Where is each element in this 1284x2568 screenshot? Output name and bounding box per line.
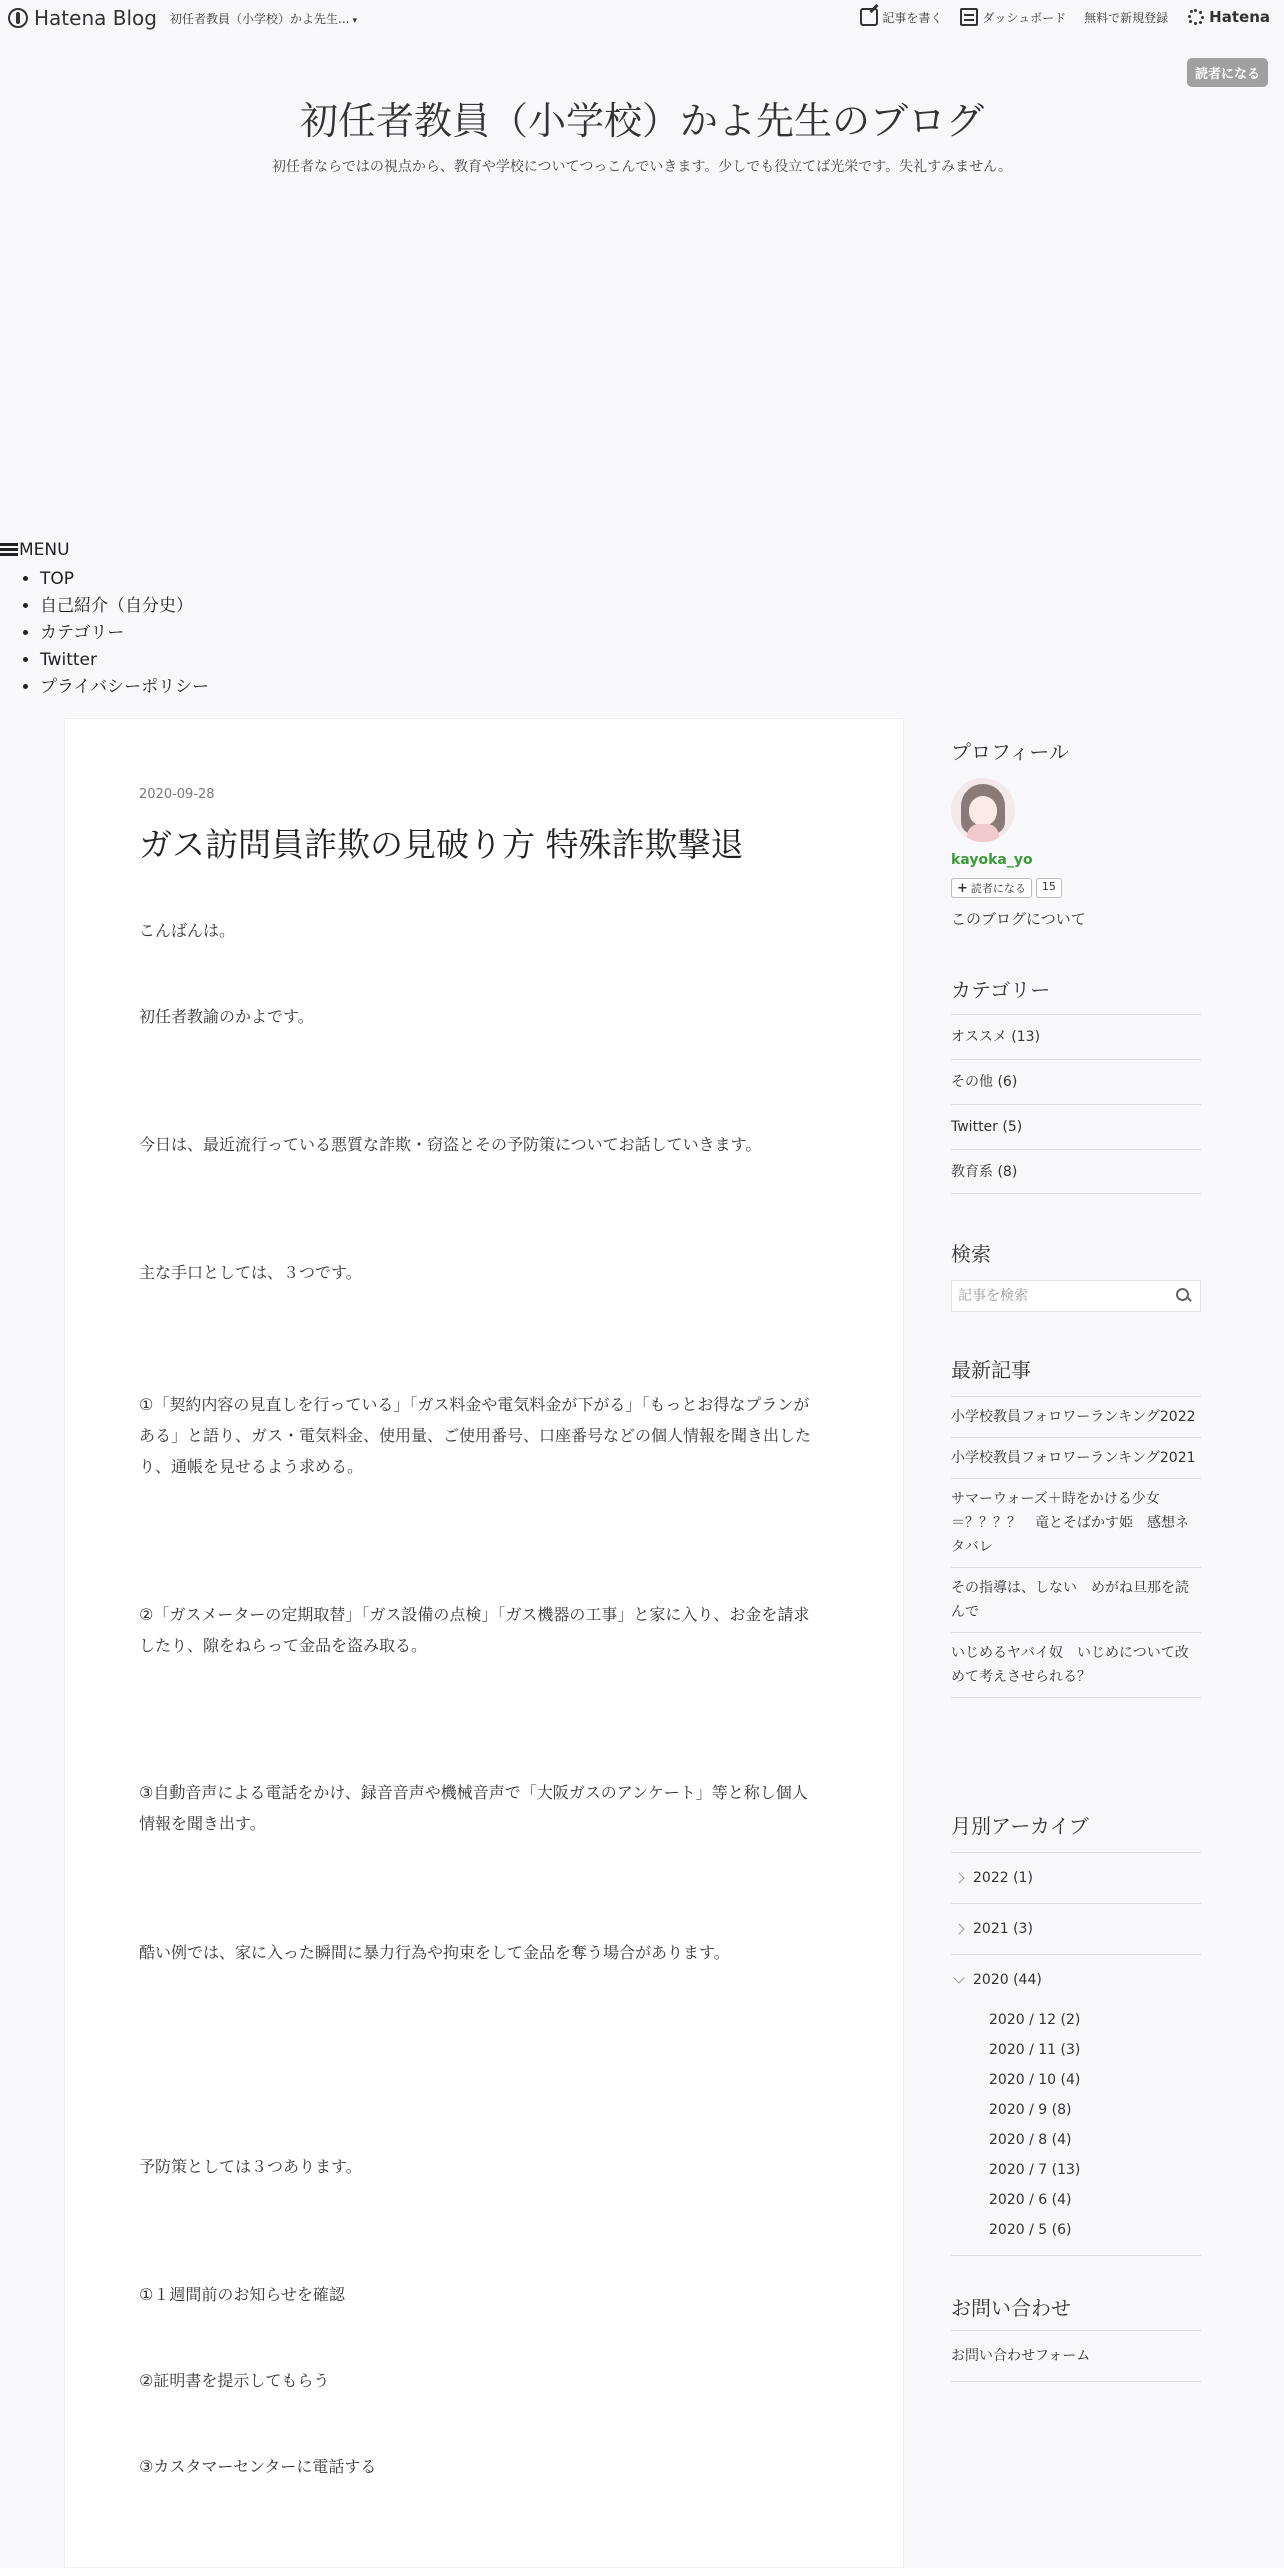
search-heading: 検索 — [951, 1242, 991, 1266]
search-form — [951, 1280, 1201, 1312]
article-paragraph: ③自動音声による電話をかけ、録音音声や機械音声で「大阪ガスのアンケート」等と称し個人情報を聞き出す。 — [139, 1783, 808, 1833]
article — [64, 718, 904, 2568]
blog-selector-label: 初任者教員（小学校）かよ先生... — [170, 12, 350, 26]
signup-link[interactable] — [1084, 9, 1168, 26]
article-paragraph: ②証明書を提示してもらう — [139, 2371, 330, 2390]
avatar[interactable] — [951, 778, 1015, 842]
archive-year-label: 2020 (44) — [973, 1972, 1042, 1988]
logo-text: Hatena Blog — [34, 6, 157, 30]
menu-label: MENU — [19, 540, 70, 560]
menu-item-profile[interactable]: • 自己紹介（自分史） — [40, 593, 209, 620]
category-item[interactable]: その他 (6) — [951, 1059, 1201, 1104]
global-header — [0, 0, 1284, 36]
plus-icon: + — [957, 880, 968, 896]
search-icon[interactable] — [1174, 1286, 1194, 1306]
recent-entry[interactable]: いじめるヤバイ奴 いじめについて改めて考えさせられる？ — [951, 1632, 1201, 1698]
archive-month[interactable]: 2020 / 6 (4) — [989, 2192, 1072, 2208]
archive-list — [951, 1852, 1201, 2256]
chevron-right-icon[interactable] — [953, 1872, 964, 1883]
search-input[interactable] — [952, 1288, 1174, 1304]
chevron-down-icon[interactable] — [953, 1972, 964, 1983]
archive-year-expanded[interactable] — [951, 1954, 1201, 2005]
blog-selector[interactable] — [170, 10, 357, 27]
recent-entry[interactable]: 小学校教員フォロワーランキング2022 — [951, 1396, 1201, 1437]
dashboard-label: ダッシュボード — [982, 10, 1067, 25]
category-item[interactable]: Twitter (5) — [951, 1104, 1201, 1149]
subscriber-count[interactable]: 15 — [1036, 878, 1062, 898]
article-paragraph: 初任者教諭のかよです。 — [139, 1007, 314, 1026]
profile-heading: プロフィール — [951, 740, 1069, 764]
about-blog-link[interactable]: このブログについて — [951, 910, 1086, 928]
category-list — [951, 1014, 1201, 1194]
archive-year[interactable] — [951, 1852, 1201, 1903]
hatena-menu[interactable] — [1188, 8, 1270, 26]
category-item[interactable]: 教育系 (8) — [951, 1149, 1201, 1194]
archive-month[interactable]: 2020 / 12 (2) — [989, 2012, 1081, 2028]
recent-entries-list — [951, 1396, 1201, 1698]
archive-year-label: 2021 (3) — [973, 1921, 1033, 1937]
hatena-blog-logo[interactable] — [8, 6, 157, 30]
global-menu — [0, 540, 209, 701]
article-paragraph: ②「ガスメーターの定期取替」「ガス設備の点検」「ガス機器の工事」と家に入り、お金を請求したり、隙をねらって金品を盗み取る。 — [139, 1605, 810, 1655]
category-item[interactable]: オススメ (13) — [951, 1014, 1201, 1059]
recent-entry[interactable]: 小学校教員フォロワーランキング2021 — [951, 1437, 1201, 1478]
recent-entry[interactable]: その指導は、しない めがね旦那を読んで — [951, 1567, 1201, 1632]
dashboard-link[interactable] — [960, 8, 1066, 26]
dashboard-icon — [960, 8, 978, 26]
entry-date[interactable]: 2020-09-28 — [139, 787, 215, 802]
subscribe-button[interactable]: 読者になる — [1187, 58, 1268, 87]
archive-heading: 月別アーカイブ — [951, 1814, 1089, 1838]
archive-month[interactable]: 2020 / 7 (13) — [989, 2162, 1081, 2178]
contact-form-link[interactable]: お問い合わせフォーム — [951, 2330, 1201, 2382]
archive-year[interactable] — [951, 1903, 1201, 1954]
archive-year-label: 2022 (1) — [973, 1870, 1033, 1886]
hatena-label: Hatena — [1209, 8, 1270, 26]
menu-item-privacy[interactable]: • プライバシーポリシー — [40, 674, 209, 701]
hatena-blog-logo-icon — [8, 8, 28, 28]
archive-month[interactable]: 2020 / 5 (6) — [989, 2222, 1072, 2238]
article-paragraph: 予防策としては３つあります。 — [139, 2157, 362, 2176]
archive-month[interactable]: 2020 / 8 (4) — [989, 2132, 1072, 2148]
blog-title[interactable]: 初任者教員（小学校）かよ先生のブログ — [299, 99, 984, 143]
article-paragraph: こんばんは。 — [139, 921, 236, 940]
contact-list — [951, 2330, 1201, 2382]
profile-subscribe-label: 読者になる — [970, 882, 1026, 895]
archive-month[interactable]: 2020 / 11 (3) — [989, 2042, 1081, 2058]
archive-month[interactable]: 2020 / 10 (4) — [989, 2072, 1081, 2088]
menu-item-twitter[interactable]: • Twitter — [40, 647, 209, 674]
article-paragraph: 主な手口としては、３つです。 — [139, 1263, 362, 1282]
write-entry-label: 記事を書く — [882, 10, 943, 25]
article-paragraph: 酷い例では、家に入った瞬間に暴力行為や拘束をして金品を奪う場合があります。 — [139, 1943, 730, 1962]
chevron-right-icon[interactable] — [953, 1923, 964, 1934]
hamburger-icon — [0, 543, 18, 557]
menu-list — [40, 566, 209, 701]
article-paragraph: ③カスタマーセンターに電話する — [139, 2457, 377, 2476]
article-paragraph: 今日は、最近流行っている悪質な詐欺・窃盗とその予防策についてお話していきます。 — [139, 1135, 762, 1154]
article-paragraph: ①「契約内容の見直しを行っている」「ガス料金や電気料金が下がる」「もっとお得なプランがある」と語り、ガス・電気料金、使用量、ご使用番号、口座番号などの個人情報を聞き出したり、通帳を見せるよう求める。 — [139, 1395, 812, 1476]
article-paragraph: ①１週間前のお知らせを確認 — [139, 2285, 345, 2304]
profile-subscribe-button[interactable] — [951, 878, 1032, 898]
menu-toggle[interactable] — [0, 540, 209, 560]
archive-month[interactable]: 2020 / 9 (8) — [989, 2102, 1072, 2118]
signup-label: 無料で新規登録 — [1084, 10, 1169, 25]
pencil-icon — [860, 8, 878, 26]
menu-item-top[interactable]: • TOP — [40, 566, 209, 593]
write-entry-link[interactable] — [860, 8, 942, 26]
blog-description: 初任者ならではの視点から、教育や学校についてつっこんでいきます。少しでも役立てば光栄です。失礼すみません。 — [271, 159, 1013, 175]
recent-entries-heading: 最新記事 — [951, 1358, 1031, 1382]
hatena-dots-icon — [1188, 9, 1204, 25]
menu-item-category[interactable]: • カテゴリー — [40, 620, 209, 647]
contact-heading: お問い合わせ — [951, 2296, 1071, 2320]
categories-heading: カテゴリー — [951, 978, 1051, 1002]
profile-name[interactable]: kayoka_yo — [951, 852, 1033, 868]
recent-entry[interactable]: サマーウォーズ＋時をかける少女＝？？？？ 竜とそばかす姫 感想ネタバレ — [951, 1478, 1201, 1567]
entry-title[interactable]: ガス訪問員詐欺の見破り方 特殊詐欺撃退 — [139, 825, 744, 864]
caret-down-icon: ▾ — [352, 16, 357, 26]
